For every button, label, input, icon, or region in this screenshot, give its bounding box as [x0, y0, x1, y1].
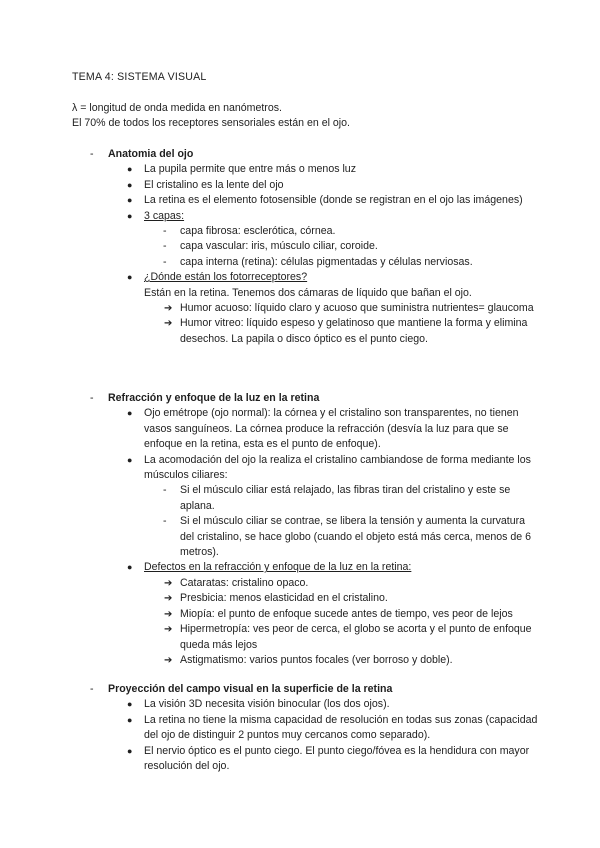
- list-item: ● El nervio óptico es el punto ciego. El punto ciego/fóvea es la hendidura con mayor resolución del ojo.: [127, 744, 530, 773]
- arrow-list-item: ➔ Miopía: el punto de enfoque sucede antes de tiempo, ves peor de lejos: [72, 607, 542, 622]
- bullet-icon: ●: [127, 408, 133, 419]
- list-item: ● Ojo emétrope (ojo normal): la córnea y el cristalino son transparentes, no tienen vasos sanguíneos. La córnea produce la refracción (desvía la luz para que se enfoque en la retina, esta es el punto de enfoque).: [127, 407, 519, 451]
- bullet-icon: ●: [127, 179, 133, 190]
- intro: [72, 101, 350, 132]
- section-refraccion: [72, 391, 542, 668]
- heading-text: Proyección del campo visual en la superficie de la retina: [108, 683, 393, 695]
- sub-list-item: - capa vascular: iris, músculo ciliar, coroide.: [72, 239, 542, 254]
- list-item: ● Defectos en la refracción y enfoque de la luz en la retina:: [72, 560, 542, 575]
- dash-marker: -: [90, 683, 94, 695]
- bullet-icon: ●: [127, 195, 133, 206]
- section-proyeccion: [72, 682, 542, 774]
- arrow-icon: ➔: [164, 577, 173, 589]
- sub-list-item: - Si el músculo ciliar está relajado, las fibras tiran del cristalino y este se aplana.: [163, 484, 511, 512]
- sub-list-item: - capa interna (retina): células pigmentadas y células nerviosas.: [72, 255, 542, 270]
- dash-marker: -: [163, 225, 167, 238]
- heading-text: Refracción y enfoque de la luz en la retina: [108, 392, 320, 404]
- intro-line: El 70% de todos los receptores sensoriales están en el ojo.: [72, 117, 350, 130]
- bullet-icon: ●: [127, 699, 133, 710]
- bullet-icon: ●: [127, 210, 133, 221]
- section-heading: [72, 147, 542, 162]
- dash-marker: -: [90, 148, 94, 160]
- arrow-list-item: ➔ Humor vitreo: líquido espeso y gelatinoso que mantiene la forma y elimina desechos. La papila o disco óptico es el punto ciego.: [164, 317, 528, 345]
- section-heading: [72, 682, 542, 697]
- arrow-icon: ➔: [164, 593, 173, 605]
- bullet-icon: ●: [127, 272, 133, 283]
- list-item: ● La visión 3D necesita visión binocular (los dos ojos).: [72, 697, 542, 712]
- bullet-icon: ●: [127, 745, 133, 756]
- arrow-list-item: ➔ Hipermetropía: ves peor de cerca, el globo se acorta y el punto de enfoque queda más lejos: [164, 623, 532, 651]
- arrow-icon: ➔: [164, 608, 173, 620]
- list-item: ● ¿Dónde están los fotorreceptores?: [72, 270, 542, 285]
- heading-text: Anatomia del ojo: [108, 148, 194, 160]
- arrow-icon: ➔: [164, 303, 173, 315]
- arrow-list-item: ➔ Presbicia: menos elasticidad en el cristalino.: [72, 591, 542, 606]
- paragraph: Están en la retina. Tenemos dos cámaras de líquido que bañan el ojo.: [144, 286, 472, 299]
- arrow-list-item: ➔ Astigmatismo: varios puntos focales (ver borroso y doble).: [72, 653, 542, 668]
- arrow-list-item: ➔ Cataratas: cristalino opaco.: [72, 576, 542, 591]
- bullet-icon: ●: [127, 164, 133, 175]
- list-item: ● El cristalino es la lente del ojo: [72, 178, 542, 193]
- dash-marker: -: [163, 484, 167, 497]
- section-anatomia: [72, 147, 542, 347]
- dash-marker: -: [90, 392, 94, 404]
- intro-line: λ = longitud de onda medida en nanómetros.: [72, 102, 282, 114]
- arrow-list-item: ➔ Humor acuoso: líquido claro y acuoso que suministra nutrientes= glaucoma: [72, 301, 542, 316]
- dash-marker: -: [163, 240, 167, 253]
- dash-marker: -: [163, 255, 167, 268]
- list-item: ● La retina es el elemento fotosensible (donde se registran en el ojo las imágenes): [72, 193, 542, 208]
- page-title: TEMA 4: SISTEMA VISUAL: [72, 71, 207, 83]
- dash-marker: -: [163, 515, 167, 528]
- list-item: ● La retina no tiene la misma capacidad de resolución en todas sus zonas (capacidad del ojo de distinguir 2 puntos muy cercanos como separado).: [127, 713, 538, 742]
- section-heading: [72, 391, 542, 406]
- bullet-icon: ●: [127, 454, 133, 465]
- bullet-icon: ●: [127, 562, 133, 573]
- list-item: ● 3 capas:: [72, 209, 542, 224]
- arrow-icon: ➔: [164, 318, 173, 330]
- sub-list-item: - capa fibrosa: esclerótica, córnea.: [72, 224, 542, 239]
- arrow-icon: ➔: [164, 654, 173, 666]
- sub-list-item: - Si el músculo ciliar se contrae, se libera la tensión y aumenta la curvatura del cristalino, se hace globo (cuando el objeto está más cerca, menos de 6 metros).: [163, 515, 531, 559]
- list-item: ● La acomodación del ojo la realiza el cristalino cambiandose de forma mediante los músculos ciliares:: [127, 453, 531, 482]
- bullet-icon: ●: [127, 714, 133, 725]
- list-item: ● La pupila permite que entre más o menos luz: [72, 162, 542, 177]
- arrow-icon: ➔: [164, 624, 173, 636]
